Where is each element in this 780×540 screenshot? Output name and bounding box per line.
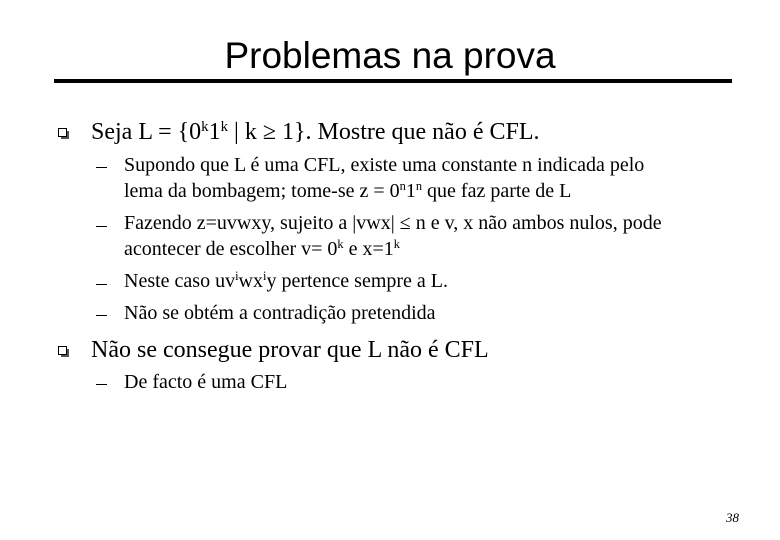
dash-bullet-icon <box>96 315 107 316</box>
dash-bullet-icon <box>96 384 107 385</box>
superscript: k <box>393 237 400 252</box>
dash-bullet-icon <box>96 284 107 285</box>
dash-bullet-icon <box>96 167 107 168</box>
dash-bullet-icon <box>96 226 107 227</box>
slide-title: Problemas na prova <box>224 35 556 76</box>
subitem-line: Supondo que L é uma CFL, existe uma constante n indicada pelo <box>124 154 645 176</box>
subitem-text-part: 1 <box>405 180 416 202</box>
superscript: k <box>337 237 344 252</box>
superscript: n <box>399 179 406 194</box>
subitem-text-part: Neste caso uv <box>124 270 236 292</box>
subitem-line: Não se obtém a contradição pretendida <box>124 302 436 324</box>
superscript: n <box>415 179 423 194</box>
superscript: k <box>201 118 209 135</box>
subitem-line <box>124 268 448 294</box>
page-number: 38 <box>726 510 739 525</box>
superscript: i <box>262 269 267 284</box>
superscript: i <box>235 269 239 284</box>
square-bullet-icon <box>58 346 67 355</box>
subitem-line <box>124 178 571 204</box>
subitem-text-part: que faz parte de L <box>422 180 572 202</box>
subitem-line <box>124 236 400 262</box>
subitem-text-part: e x=1 <box>343 238 394 260</box>
bullet-text-part: Seja L = {0 <box>91 119 202 145</box>
bullet-text-part: | k ≥ 1}. Mostre que não é CFL. <box>228 119 540 145</box>
subitem-line: De facto é uma CFL <box>124 371 288 393</box>
subitem-text-part: acontecer de escolher v= 0 <box>124 238 338 260</box>
subitem-text-part: wx <box>238 270 263 292</box>
bullet-text <box>91 118 540 146</box>
square-bullet-icon <box>58 128 67 137</box>
subitem-text-part: lema da bombagem; tome-se z = 0 <box>124 180 400 202</box>
subitem-text-part: y pertence sempre a L. <box>266 270 449 292</box>
title-underline <box>54 79 732 83</box>
subitem-line: Fazendo z=uvwxy, sujeito a |vwx| ≤ n e v, x não ambos nulos, pode <box>124 212 662 234</box>
superscript: k <box>220 118 229 135</box>
bullet-text-part: 1 <box>208 119 221 145</box>
bullet-text: Não se consegue provar que L não é CFL <box>91 337 489 363</box>
